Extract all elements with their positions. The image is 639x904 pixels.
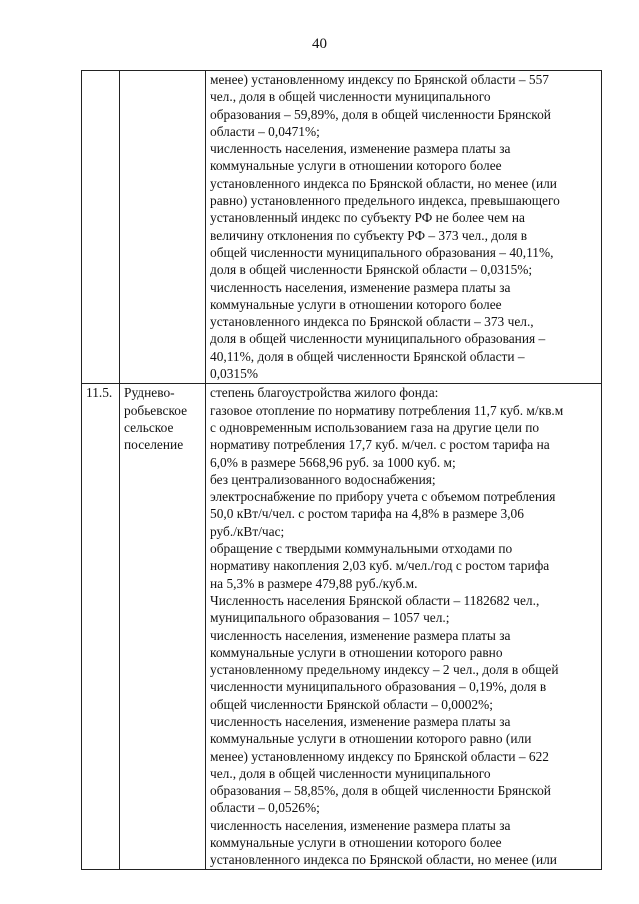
text-line: численность населения, изменение размера платы за [210, 817, 511, 833]
text-line: установленного индекса по Брянской области, но менее (или [210, 175, 557, 191]
text-line: равно) установленного предельного индекса, превышающего [210, 193, 560, 209]
text-line: муниципального образования – 1057 чел.; [210, 610, 450, 626]
description-cell [206, 71, 602, 384]
text-line: величину отклонения по субъекту РФ – 373 чел., доля в [210, 227, 528, 243]
text-line: численности муниципального образования – 0,19%, доля в [210, 679, 547, 695]
tariff-table [81, 70, 602, 870]
text-line: численность населения, изменение размера платы за [210, 713, 511, 729]
text-line: общей численности Брянской области – 0,0002%; [210, 696, 493, 712]
text-line: доля в общей численности Брянской области – 0,0315%; [210, 262, 533, 278]
text-line: численность населения, изменение размера платы за [210, 627, 511, 643]
text-line: руб./кВт/час; [210, 523, 285, 539]
text-line: коммунальные услуги в отношении которого более [210, 835, 502, 851]
text-line: доля в общей численности муниципального образования – [210, 331, 546, 347]
description-cell [206, 384, 602, 869]
row-number-cell: 11.5. [82, 384, 120, 869]
text-line: степень благоустройства жилого фонда: [210, 385, 439, 401]
text-line: электроснабжение по прибору учета с объемом потребления [210, 489, 556, 505]
text-line: образования – 59,89%, доля в общей численности Брянской [210, 106, 551, 122]
text-line: нормативу потребления 17,7 куб. м/чел. с ростом тарифа на [210, 437, 550, 453]
text-line: с одновременным использованием газа на другие цели по [210, 419, 540, 435]
page-number: 40 [312, 36, 327, 52]
text-line: установленный индекс по субъекту РФ не более чем на [210, 210, 525, 226]
text-line: коммунальные услуги в отношении которого равно [210, 644, 503, 660]
text-line: менее) установленному индексу по Брянской области – 557 [210, 72, 550, 87]
municipality-name-line: робьевское [124, 402, 188, 418]
text-line: общей численности муниципального образования – 40,11%, [210, 244, 554, 260]
text-line: менее) установленному индексу по Брянской области – 622 [210, 748, 550, 764]
text-line: коммунальные услуги в отношении которого более [210, 158, 502, 174]
text-line: образования – 58,85%, доля в общей численности Брянской [210, 783, 551, 799]
text-line: обращение с твердыми коммунальными отходами по [210, 541, 513, 557]
text-line: области – 0,0471%; [210, 123, 320, 139]
municipality-name-cell [120, 384, 206, 869]
text-line: численность населения, изменение размера платы за [210, 279, 511, 295]
text-line: без централизованного водоснабжения; [210, 471, 436, 487]
text-line: 0,0315% [210, 366, 258, 382]
table-row [82, 71, 602, 384]
text-line: Численность населения Брянской области – 1182682 чел., [210, 592, 540, 608]
text-line: 50,0 кВт/ч/чел. с ростом тарифа на 4,8% в размере 3,06 [210, 506, 524, 522]
text-line: 6,0% в размере 5668,96 руб. за 1000 куб. м; [210, 454, 456, 470]
municipality-name-cell [120, 71, 206, 384]
text-line: чел., доля в общей численности муниципального [210, 765, 491, 781]
municipality-name-line: сельское [124, 419, 174, 435]
text-line: области – 0,0526%; [210, 800, 320, 816]
text-line: чел., доля в общей численности муниципального [210, 89, 491, 105]
table-row [82, 384, 602, 869]
text-line: установленному предельному индексу – 2 чел., доля в общей [210, 662, 559, 678]
municipality-name-line: поселение [124, 437, 184, 453]
text-line: установленного индекса по Брянской области – 373 чел., [210, 314, 534, 330]
text-line: 40,11%, доля в общей численности Брянской области – [210, 348, 525, 364]
text-line: коммунальные услуги в отношении которого равно (или [210, 731, 532, 747]
text-line: установленного индекса по Брянской области, но менее (или [210, 852, 557, 868]
text-line: газовое отопление по нормативу потребления 11,7 куб. м/кв.м [210, 402, 564, 418]
text-line: коммунальные услуги в отношении которого более [210, 296, 502, 312]
municipality-name-line: Руднево- [124, 385, 175, 401]
text-line: численность населения, изменение размера платы за [210, 141, 511, 157]
row-number-cell [82, 71, 120, 384]
text-line: на 5,3% в размере 479,88 руб./куб.м. [210, 575, 418, 591]
text-line: нормативу накопления 2,03 куб. м/чел./год с ростом тарифа [210, 558, 550, 574]
